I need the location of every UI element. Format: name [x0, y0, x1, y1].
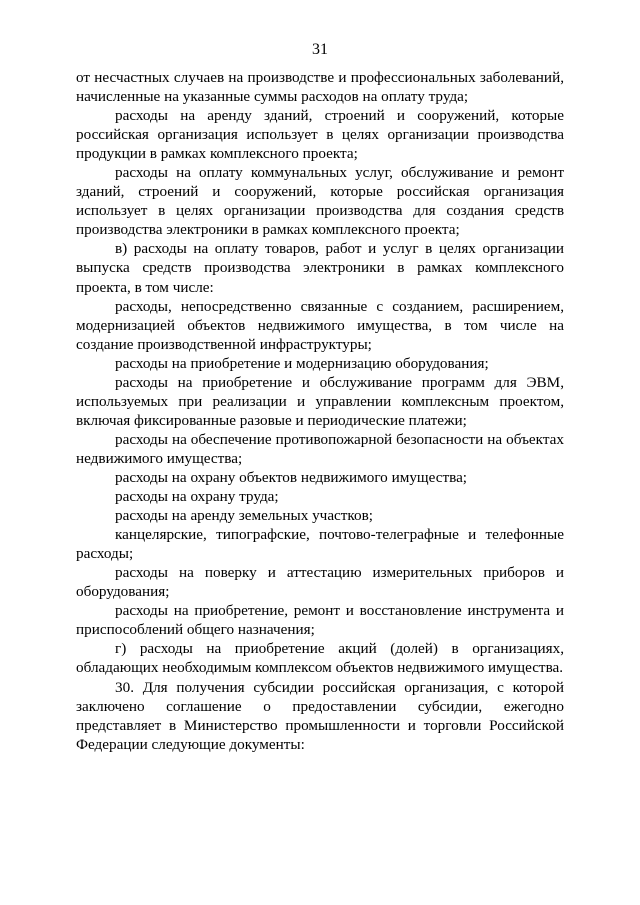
paragraph: канцелярские, типографские, почтово-телеграфные и телефонные расходы; — [76, 526, 564, 563]
paragraph-clause-30: 30. Для получения субсидии российская организация, с которой заключено соглашение о предоставлении субсидии, ежегодно представляет в Министерство промышленности и торговли Российской Федерации следующие документы: — [76, 678, 564, 753]
paragraph: расходы на обеспечение противопожарной безопасности на объектах недвижимого имущества; — [76, 430, 564, 467]
paragraph: расходы, непосредственно связанные с созданием, расширением, модернизацией объектов недвижимого имущества, в том числе на создание производственной инфраструктуры; — [76, 297, 564, 353]
paragraph: расходы на оплату коммунальных услуг, обслуживание и ремонт зданий, строений и сооружений, которые российская организация использует в целях организации производства для создания средств производства электроники в рамках комплексного проекта; — [76, 164, 564, 239]
paragraph: расходы на аренду зданий, строений и сооружений, которые российская организация использует в целях организации производства продукции в рамках комплексного проекта; — [76, 107, 564, 163]
paragraph: расходы на приобретение и модернизацию оборудования; — [115, 354, 489, 372]
paragraph: расходы на приобретение и обслуживание программ для ЭВМ, используемых при реализации и управлении комплексным проектом, включая фиксированные разовые и периодические платежи; — [76, 373, 564, 429]
document-body — [76, 68, 564, 754]
paragraph-item-v: в) расходы на оплату товаров, работ и услуг в целях организации выпуска средств производства электроники в рамках комплексного проекта, в том числе: — [76, 240, 564, 296]
paragraph-item-g: г) расходы на приобретение акций (долей) в организациях, обладающих необходимым комплексом объектов недвижимого имущества. — [76, 640, 564, 677]
paragraph-continuation: от несчастных случаев на производстве и профессиональных заболеваний, начисленные на указанные суммы расходов на оплату труда; — [76, 69, 564, 106]
paragraph: расходы на приобретение, ремонт и восстановление инструмента и приспособлений общего назначения; — [76, 602, 564, 639]
paragraph: расходы на поверку и аттестацию измерительных приборов и оборудования; — [76, 564, 564, 601]
paragraph: расходы на охрану объектов недвижимого имущества; — [115, 468, 468, 486]
paragraph: расходы на аренду земельных участков; — [115, 507, 374, 525]
paragraph: расходы на охрану труда; — [115, 488, 279, 506]
page-number: 31 — [312, 41, 328, 58]
